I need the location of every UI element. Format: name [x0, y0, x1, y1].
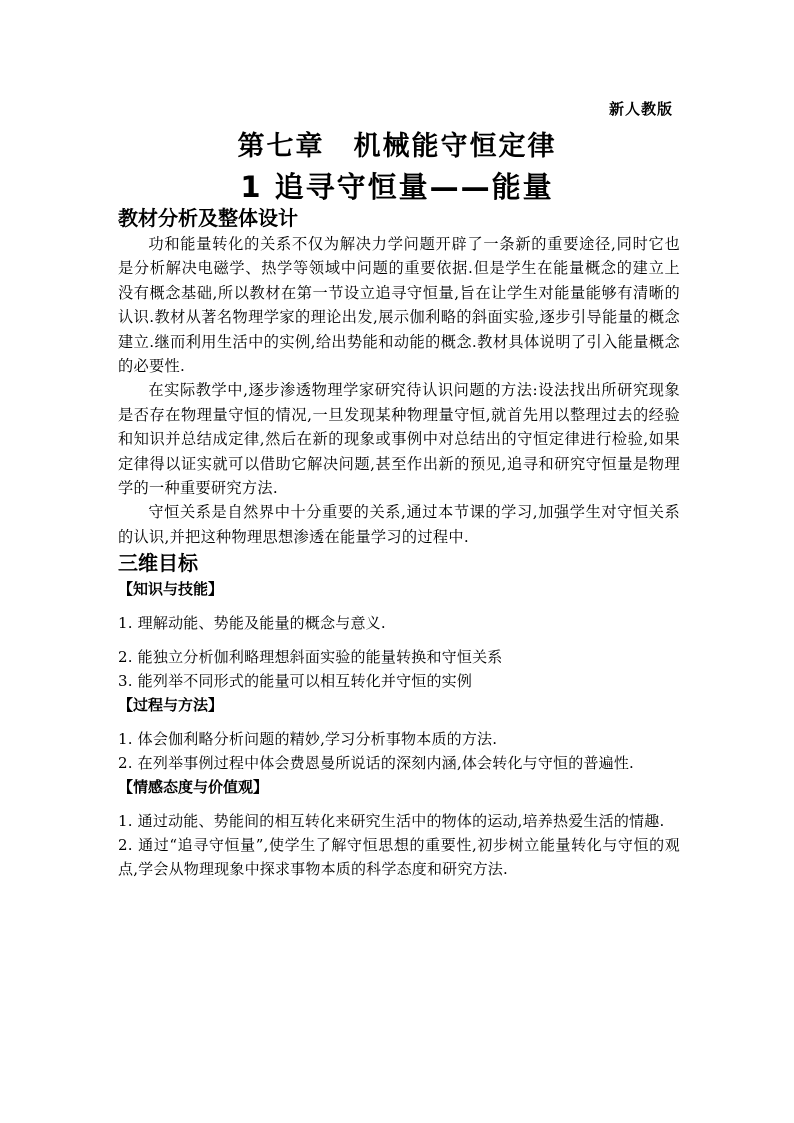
attitude-values-label: 【情感态度与价值观】: [118, 778, 269, 797]
process-method-label: 【过程与方法】: [118, 696, 224, 715]
attitude-item: 2. 通过“追寻守恒量”,使学生了解守恒思想的重要性,初步树立能量转化与守恒的观点,学会从物理现象中探求事物本质的科学态度和研究方法.: [118, 836, 680, 879]
analysis-paragraph: 在实际教学中,逐步渗透物理学家研究待认识问题的方法:设法找出所研究现象是否存在物理量守恒的情况,一旦发现某种物理量守恒,就首先用以整理过去的经验和知识并总结成定律,然后在新的现象或事例中对总结出的守恒定律进行检验,如果定律得以证实就可以借助它解决问题,甚至作出新的预见,追寻和研究守恒量是物理学的一种重要研究方法.: [118, 381, 680, 498]
edition-label: 新人教版: [608, 100, 673, 118]
goals-heading: 三维目标: [118, 551, 198, 576]
section-title: 1 追寻守恒量——能量: [240, 170, 554, 204]
process-item: 2. 在列举事例过程中体会费恩曼所说话的深刻内涵,体会转化与守恒的普遍性.: [118, 754, 635, 773]
knowledge-skills-label: 【知识与技能】: [118, 580, 224, 599]
document-body: [118, 204, 680, 881]
chapter-title: 第七章 机械能守恒定律: [237, 131, 557, 162]
knowledge-item: 1. 理解动能、势能及能量的概念与意义.: [118, 614, 386, 633]
analysis-paragraph: 守恒关系是自然界中十分重要的关系,通过本节课的学习,加强学生对守恒关系的认识,并把这种物理思想渗透在能量学习的过程中.: [118, 503, 680, 546]
analysis-heading: 教材分析及整体设计: [118, 206, 298, 230]
process-item: 1. 体会伽利略分析问题的精妙,学习分析事物本质的方法.: [118, 730, 498, 749]
attitude-item: 1. 通过动能、势能间的相互转化来研究生活中的物体的运动,培养热爱生活的情趣.: [118, 812, 665, 831]
analysis-paragraph: 功和能量转化的关系不仅为解决力学问题开辟了一条新的重要途径,同时它也是分析解决电磁学、热学等领域中问题的重要依据.但是学生在能量概念的建立上没有概念基础,所以教材在第一节设立追寻守恒量,旨在让学生对能量能够有清晰的认识.教材从著名物理学家的理论出发,展示伽利略的斜面实验,逐步引导能量的概念建立.继而利用生活中的实例,给出势能和动能的概念.教材具体说明了引入能量概念的必要性.: [118, 235, 680, 376]
knowledge-item: 3. 能列举不同形式的能量可以相互转化并守恒的实例: [118, 672, 473, 691]
knowledge-item: 2. 能独立分析伽利略理想斜面实验的能量转换和守恒关系: [118, 648, 503, 667]
